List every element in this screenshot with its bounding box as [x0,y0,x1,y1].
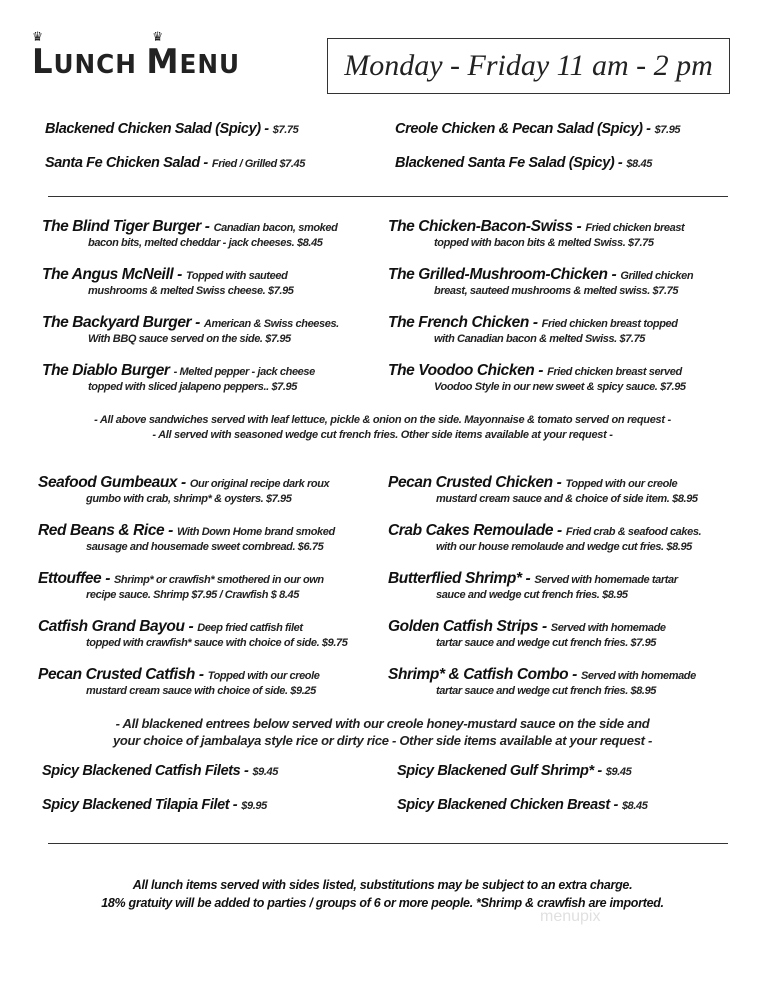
item-name: The French Chicken - [388,314,538,331]
item-description-line2: bacon bits, melted cheddar - jack cheeses. $8.45 [88,237,323,249]
blackened-item [397,762,631,780]
item-description-line2: topped with bacon bits & melted Swiss. $7.75 [434,237,654,249]
sandwiches-item [388,266,693,297]
salads-item [45,154,305,172]
item-description: Fried crab & seafood cakes. [565,526,702,538]
item-name: Spicy Blackened Gulf Shrimp* - [397,763,602,779]
item-description: Served with homemade tartar [534,574,678,586]
item-description-line2: Voodoo Style in our new sweet & spicy sauce. $7.95 [434,381,686,393]
item-description: $8.45 [621,800,648,812]
item-name: Blackened Santa Fe Salad (Spicy) - [395,155,623,171]
sandwiches-item [388,218,684,249]
item-name: The Diablo Burger [42,362,170,379]
item-description-line2: tartar sauce and wedge cut french fries. $7.95 [436,637,657,649]
entrees-item [388,618,666,649]
item-description-line2: with our house remolaude and wedge cut fries. $8.95 [436,541,692,553]
entrees-item [388,570,678,601]
item-description: Topped with our creole [207,670,320,682]
footer-note: All lunch items served with sides listed, substitutions may be subject to an extra charge. [132,878,633,892]
item-description-line2: tartar sauce and wedge cut french fries. $8.95 [436,685,657,697]
item-name: The Grilled-Mushroom-Chicken - [388,266,617,283]
item-name: Spicy Blackened Tilapia Filet - [42,797,238,813]
divider [48,843,728,844]
item-description: Fried chicken breast topped [541,318,678,330]
item-name: Golden Catfish Strips - [388,618,547,635]
item-description: Our original recipe dark roux [189,478,330,490]
sandwiches-item [42,218,337,249]
item-description-line2: sausage and housemade sweet cornbread. $6.75 [86,541,324,553]
title-text: UNCH [53,50,147,80]
sandwich-note: - All above sandwiches served with leaf lettuce, pickle & onion on the side. Mayonnaise & tomato served on request - [94,414,671,426]
item-name: Pecan Crusted Chicken - [388,474,562,491]
crown-icon: ♛ [152,30,165,45]
entrees-item [38,522,335,553]
item-name: The Blind Tiger Burger - [42,218,210,235]
item-description: $9.95 [241,800,267,812]
sandwiches-item [42,266,294,297]
item-name: Spicy Blackened Catfish Filets - [42,763,249,779]
entrees-item [38,570,324,601]
sandwiches-item [42,362,315,393]
title-letter: M [146,42,180,82]
blackened-item [397,796,648,814]
entrees-item [38,618,347,649]
item-description-line2: mustard cream sauce and & choice of side item. $8.95 [436,493,698,505]
item-description: Canadian bacon, smoked [213,222,338,234]
entrees-item [38,474,329,505]
item-description: American & Swiss cheeses. [203,318,339,330]
footer-note: 18% gratuity will be added to parties / groups of 6 or more people. *Shrimp & crawfish are imported. [101,896,664,910]
item-name: Crab Cakes Remoulade - [388,522,562,539]
watermark: menupix [540,908,601,925]
hours-box: Monday - Friday 11 am - 2 pm [327,38,730,94]
item-description-line2: breast, sauteed mushrooms & melted swiss. $7.75 [434,285,679,297]
item-description: With Down Home brand smoked [176,526,335,538]
item-description: Deep fried catfish filet [197,622,303,634]
item-name: Creole Chicken & Pecan Salad (Spicy) - [395,121,651,137]
blackened-note: your choice of jambalaya style rice or dirty rice - Other side items available at your request - [112,733,653,748]
item-description: Served with homemade [550,622,666,634]
blackened-item [42,796,267,814]
salads-item [45,120,298,138]
divider [48,196,728,197]
item-description: Fried chicken breast [585,222,685,234]
item-name: Spicy Blackened Chicken Breast - [397,797,618,813]
item-description-line2: With BBQ sauce served on the side. $7.95 [88,333,291,345]
item-name: Pecan Crusted Catfish - [38,666,204,683]
item-description-line2: gumbo with crab, shrimp* & oysters. $7.95 [86,493,292,505]
item-description-line2: recipe sauce. Shrimp $7.95 / Crawfish $ 8.45 [86,589,299,601]
entrees-item [38,666,320,697]
item-name: Butterflied Shrimp* - [388,570,531,587]
item-description-line2: sauce and wedge cut french fries. $8.95 [436,589,628,601]
item-description: $9.45 [252,766,278,778]
blackened-item [42,762,278,780]
item-name: Ettouffee - [38,570,110,587]
item-name: Catfish Grand Bayou - [38,618,194,635]
item-description: Shrimp* or crawfish* smothered in our own [114,574,324,586]
item-description: $7.95 [654,124,681,136]
item-name: Blackened Chicken Salad (Spicy) - [45,121,269,137]
crown-icon: ♛ [32,30,45,45]
entrees-item [388,522,701,553]
item-description: Served with homemade [580,670,696,682]
item-description: Grilled chicken [620,270,694,282]
entrees-item [388,666,696,697]
item-name: Seafood Gumbeaux - [38,474,186,491]
item-description-line2: mushrooms & melted Swiss cheese. $7.95 [88,285,294,297]
item-name: Santa Fe Chicken Salad - [45,155,208,171]
item-description-line2: with Canadian bacon & melted Swiss. $7.75 [434,333,646,345]
item-description: Topped with our creole [565,478,678,490]
sandwiches-item [42,314,339,345]
item-description: $7.75 [272,124,299,136]
item-description: Fried chicken breast served [547,366,682,378]
item-description-line2: topped with crawfish* sauce with choice of side. $9.75 [86,637,348,649]
menu-title [32,30,240,82]
entrees-item [388,474,698,505]
sandwiches-item [388,362,686,393]
item-description-line2: mustard cream sauce with choice of side. $9.25 [86,685,316,697]
item-name: Shrimp* & Catfish Combo - [388,666,577,683]
sandwiches-item [388,314,678,345]
title-letter: L [32,42,54,82]
title-text: ENU [179,50,240,80]
item-name: The Backyard Burger - [42,314,200,331]
salads-item [395,120,680,138]
item-description: - Melted pepper - jack cheese [173,366,315,378]
sandwich-note: - All served with seasoned wedge cut french fries. Other side items available at your request - [152,429,613,441]
item-description: Fried / Grilled $7.45 [211,158,305,170]
item-description: Topped with sauteed [186,270,288,282]
item-description: $8.45 [626,158,652,170]
item-name: The Angus McNeill - [42,266,182,283]
item-name: The Voodoo Chicken - [388,362,544,379]
salads-item [395,154,652,172]
blackened-note: - All blackened entrees below served with our creole honey-mustard sauce on the side and [115,716,650,731]
item-name: The Chicken-Bacon-Swiss - [388,218,582,235]
item-description: $9.45 [605,766,632,778]
item-description-line2: topped with sliced jalapeno peppers.. $7.95 [88,381,297,393]
title-letter-m [146,30,180,82]
item-name: Red Beans & Rice - [38,522,173,539]
